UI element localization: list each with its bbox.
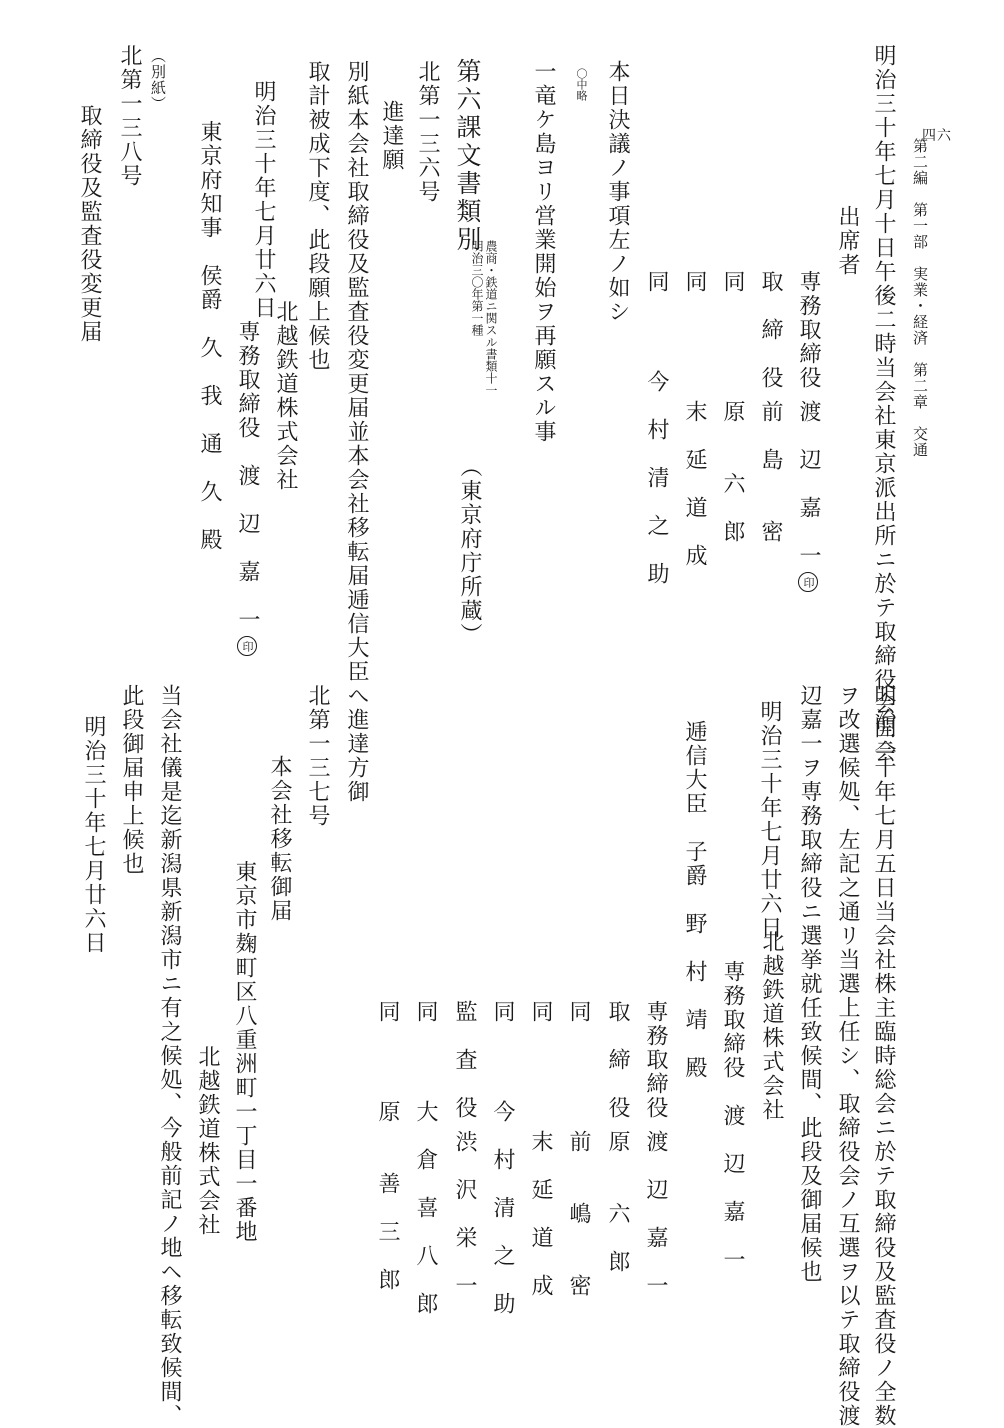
move-body-2: 此段御届申上候也 <box>119 684 144 876</box>
attendee-4-role: 同 <box>682 270 707 294</box>
petition-date: 明治三十年七月廿六日 <box>251 80 276 320</box>
doc-number-137: 北第一三七号 <box>305 684 330 828</box>
notice-line-1: 明治三十年七月五日当会社株主臨時総会ニ於テ取締役及監査役ノ全数 <box>871 684 896 1428</box>
meeting-title: 明治三十年七月十日午後二時当会社東京派出所ニ於テ取締役会開会 <box>871 44 896 764</box>
officer-3-name: 前 嶋 密 <box>566 1130 591 1298</box>
move-title: 本会社移転御届 <box>267 755 292 923</box>
attendee-1-role: 専務取締役 <box>796 270 821 390</box>
doc-number-136: 北第一三六号 <box>415 60 440 204</box>
officer-4-role: 同 <box>528 1000 553 1024</box>
attendee-5-name: 今 村 清 之 助 <box>644 370 669 586</box>
officer-8-name: 原 善 三 郎 <box>375 1100 400 1292</box>
attendee-3-role: 同 <box>720 270 745 294</box>
officer-2-role: 取 締 役 <box>605 1000 630 1120</box>
attendees-label: 出席者 <box>835 205 860 277</box>
attendee-1-name: 渡 辺 嘉 一印 <box>797 400 819 592</box>
page-number: 四六 <box>922 128 952 144</box>
officer-7-name: 大 倉 喜 八 郎 <box>413 1100 438 1316</box>
officer-5-role: 同 <box>490 1000 515 1024</box>
officer-3-role: 同 <box>566 1000 591 1024</box>
officer-8-role: 同 <box>375 1000 400 1024</box>
officer-5-name: 今 村 清 之 助 <box>490 1100 515 1316</box>
doc-sub-line-2: 明治三〇年第一種 <box>470 240 484 336</box>
move-body-1: 当会社儀是迄新潟県新潟市ニ有之候処、今般前記ノ地ヘ移転致候間、 <box>157 684 182 1428</box>
doc-sub-line-1: 農商・鉄道ニ関スル書類十一 <box>484 240 498 396</box>
petition-addressee: 東京府知事 侯爵 久 我 通 久 殿 <box>197 120 222 552</box>
officer-4-name: 末 延 道 成 <box>528 1130 553 1298</box>
notice-date: 明治三十年七月廿六日 <box>757 700 782 940</box>
notice-line-2: ヲ改選候処、左記之通リ当選上任シ、取締役会ノ互選ヲ以テ取締役渡 <box>835 684 860 1428</box>
doc-heading: 第六課文書類別 <box>453 58 482 254</box>
move-company: 北越鉄道株式会社 <box>195 1045 220 1237</box>
notice-company: 北越鉄道株式会社 <box>759 930 784 1122</box>
officer-1-role: 専務取締役 <box>643 1000 668 1120</box>
attachment-label: （別紙） <box>149 48 167 112</box>
agenda-item: 一竜ケ島ヨリ営業開始ヲ再願スル事 <box>531 60 556 444</box>
attendee-2-role: 取 締 役 <box>758 270 783 390</box>
running-title: 第二編 第一部 実業・経済 第二章 交通 <box>911 138 929 458</box>
officer-2-name: 原 六 郎 <box>605 1130 630 1274</box>
officer-1-name: 渡 辺 嘉 一 <box>643 1130 668 1298</box>
attendee-4-name: 末 延 道 成 <box>682 400 707 568</box>
attendee-5-role: 同 <box>644 270 669 294</box>
omitted-mark: 〇中略 <box>575 68 588 101</box>
officer-6-role: 監 査 役 <box>452 1000 477 1120</box>
notice-line-3: 辺嘉一ヲ専務取締役ニ選挙就任致候間、此段及御届候也 <box>797 684 822 1284</box>
seal-icon: 印 <box>798 572 818 592</box>
notice-signer: 専務取締役 渡 辺 嘉 一 <box>720 960 745 1272</box>
petition-body-2: 取計被成下度、此段願上候也 <box>305 60 330 372</box>
move-date: 明治三十年七月廿六日 <box>81 715 106 955</box>
notice-addressee: 逓信大臣 子爵 野 村 靖 殿 <box>682 720 707 1080</box>
attendee-2-name: 前 島 密 <box>758 400 783 544</box>
doc-number-138: 北第一三八号 <box>117 44 142 188</box>
resolution-text: 本日決議ノ事項左ノ如シ <box>605 60 630 324</box>
doc-source: （東京府庁所蔵） <box>457 455 482 647</box>
petition-title: 進達願 <box>379 100 404 172</box>
seal-icon: 印 <box>237 636 257 656</box>
change-title: 取締役及監査役変更届 <box>77 104 102 344</box>
officer-6-name: 渋 沢 栄 一 <box>452 1130 477 1298</box>
petition-company: 北越鉄道株式会社 <box>273 300 298 492</box>
attendee-3-name: 原 六 郎 <box>720 400 745 544</box>
petition-signer: 専務取締役 渡 辺 嘉 一印 <box>236 320 258 656</box>
move-address: 東京市麹町区八重洲町一丁目一番地 <box>232 860 257 1244</box>
officer-7-role: 同 <box>413 1000 438 1024</box>
petition-body-1: 別紙本会社取締役及監査役変更届並本会社移転届逓信大臣へ進達方御 <box>344 60 369 804</box>
